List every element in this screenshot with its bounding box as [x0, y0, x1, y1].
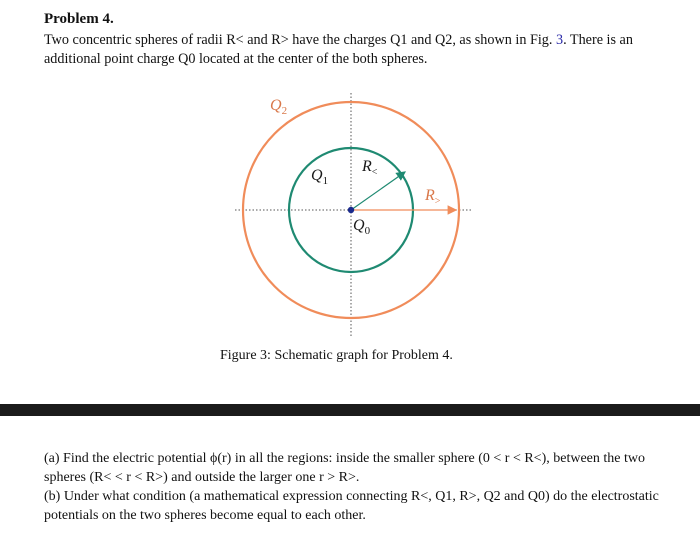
questions	[22, 449, 690, 525]
problem-title: Problem 4.	[44, 11, 114, 27]
label-q1: $Q_1$	[311, 167, 329, 187]
radius-small-arrow	[351, 172, 405, 210]
label-r-small: $R_<$	[362, 158, 378, 178]
problem-statement	[22, 31, 682, 69]
figure-caption: Figure 3: Schematic graph for Problem 4.	[220, 348, 453, 363]
figure-reference-link[interactable]: 3	[555, 32, 564, 48]
schematic-figure	[225, 88, 485, 346]
question-b: (b) Under what condition (a mathematical expression connecting R<, Q1, R>, Q2 and Q0) do the electrostatic potentials on the two spheres become equal to each other.	[44, 489, 659, 523]
intro-text-part1: Two concentric spheres of radii R< and R> have the charges Q1 and Q2, as shown in Fig.	[44, 32, 553, 48]
intro-text-part2: . There is an additional point charge Q0 located at the center of the both spheres.	[44, 32, 633, 67]
question-a: (a) Find the electric potential ϕ(r) in all the regions: inside the smaller sphere (0 < r < R<), between the two spheres (R< < r < R>) and outside the larger one r > R>.	[44, 451, 645, 485]
center-charge-dot	[348, 207, 354, 213]
section-divider	[0, 404, 700, 416]
label-r-big: $R_>$	[425, 187, 441, 207]
label-q0: $Q_0$	[353, 217, 371, 237]
label-q2: $Q_2$	[270, 97, 288, 117]
